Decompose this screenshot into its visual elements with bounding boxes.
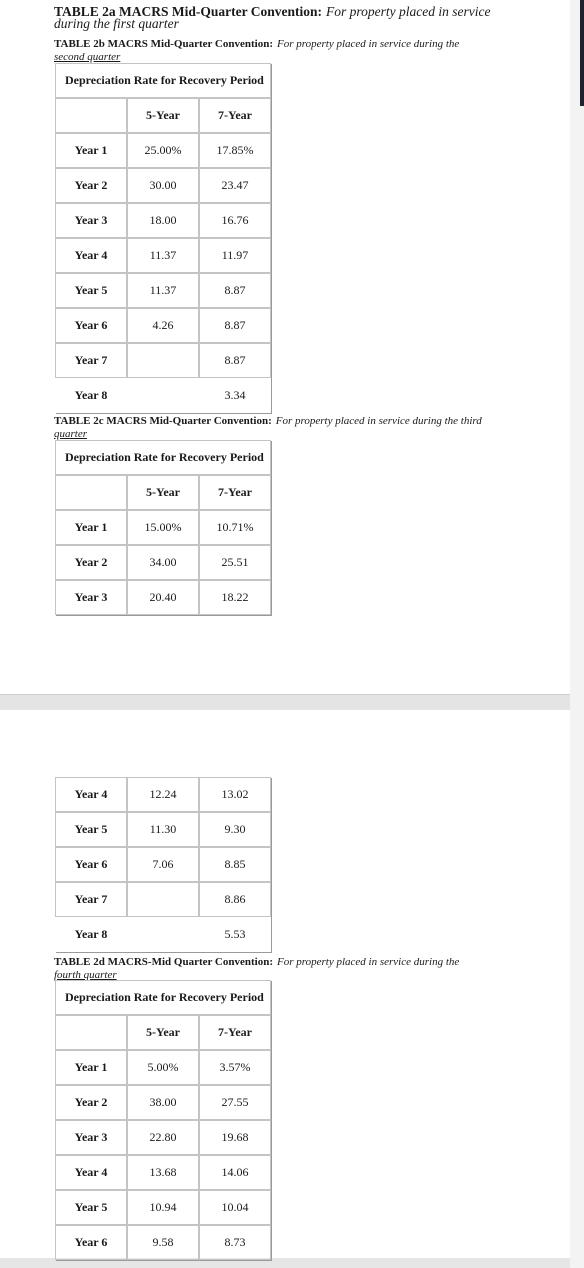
table-2d	[55, 980, 271, 1260]
rate-7-year: 8.87	[199, 343, 271, 378]
rate-7-year: 9.30	[199, 812, 271, 847]
header-empty-cell	[55, 1015, 127, 1050]
rate-7-year: 11.97	[199, 238, 271, 273]
rate-5-year: 10.94	[127, 1190, 199, 1225]
row-label: Year 7	[55, 343, 127, 378]
rate-7-year: 3.57%	[199, 1050, 271, 1085]
table-2b-title: TABLE 2b MACRS Mid-Quarter Convention:	[54, 38, 273, 50]
rate-7-year: 10.04	[199, 1190, 271, 1225]
rate-5-year	[127, 343, 199, 378]
table-2b-caption	[54, 37, 524, 63]
document-page-2	[0, 710, 570, 1258]
rate-5-year: 34.00	[127, 545, 199, 580]
row-label: Year 5	[55, 812, 127, 847]
rate-7-year: 10.71%	[199, 510, 271, 545]
rate-5-year: 18.00	[127, 203, 199, 238]
row-label: Year 8	[74, 388, 108, 402]
table-2d-caption	[54, 955, 524, 981]
row-label: Year 1	[55, 510, 127, 545]
table-2b-subtitle: For property placed in service during the	[277, 38, 460, 50]
table-row	[55, 343, 271, 378]
row-label: Year 3	[55, 203, 127, 238]
table-row	[55, 847, 271, 882]
rate-7-year: 8.73	[199, 1225, 271, 1260]
table-row	[55, 1085, 271, 1120]
table-row	[55, 238, 271, 273]
rate-7-year: 8.85	[199, 847, 271, 882]
header-7-year: 7-Year	[199, 98, 271, 133]
header-5-year: 5-Year	[127, 98, 199, 133]
row-label: Year 2	[55, 1085, 127, 1120]
table-2b	[55, 63, 271, 413]
rate-7-year: 5.53	[224, 927, 246, 941]
table-2a-title: TABLE 2a MACRS Mid-Quarter Convention:	[54, 4, 323, 19]
rate-7-year: 19.68	[199, 1120, 271, 1155]
rate-5-year: 5.00%	[127, 1050, 199, 1085]
table-row	[55, 378, 271, 413]
rate-5-year: 22.80	[127, 1120, 199, 1155]
table-2c-subtitle: For property placed in service during the third	[275, 415, 482, 427]
rate-7-year: 17.85%	[199, 133, 271, 168]
header-empty-cell	[55, 98, 127, 133]
row-label: Year 1	[55, 1050, 127, 1085]
row-label: Year 4	[55, 777, 127, 812]
table-row	[55, 812, 271, 847]
table-row	[55, 1225, 271, 1260]
rate-5-year: 7.06	[127, 847, 199, 882]
row-label: Year 3	[55, 1120, 127, 1155]
scrollbar-thumb[interactable]	[580, 0, 584, 106]
rate-5-year	[127, 378, 199, 413]
table-2c-part-2	[55, 777, 271, 952]
header-empty-cell	[55, 475, 127, 510]
table-2d-title: TABLE 2d MACRS-Mid Quarter Convention:	[54, 956, 273, 968]
scrollbar[interactable]	[570, 0, 584, 1268]
row-label: Year 5	[55, 1190, 127, 1225]
table-2d-header-title: Depreciation Rate for Recovery Period	[55, 980, 271, 1015]
rate-5-year: 11.37	[127, 238, 199, 273]
rate-7-year: 3.34	[224, 388, 246, 402]
rate-5-year: 11.37	[127, 273, 199, 308]
rate-7-year: 23.47	[199, 168, 271, 203]
rate-7-year: 8.87	[199, 273, 271, 308]
rate-5-year: 30.00	[127, 168, 199, 203]
table-row	[55, 917, 271, 952]
rate-5-year: 4.26	[127, 308, 199, 343]
rate-5-year: 13.68	[127, 1155, 199, 1190]
rate-7-year: 16.76	[199, 203, 271, 238]
table-row	[55, 203, 271, 238]
table-row	[55, 580, 271, 615]
table-2c-subtitle-cont: quarter	[54, 428, 87, 440]
rate-7-year: 18.22	[199, 580, 271, 615]
rate-7-year: 8.86	[199, 882, 271, 917]
rate-5-year: 11.30	[127, 812, 199, 847]
header-7-year: 7-Year	[199, 475, 271, 510]
rate-7-year: 27.55	[199, 1085, 271, 1120]
table-row	[55, 777, 271, 812]
table-2d-subtitle: For property placed in service during the	[277, 956, 460, 968]
row-label: Year 6	[55, 1225, 127, 1260]
table-2d-subtitle-cont: fourth quarter	[54, 969, 117, 981]
rate-7-year: 25.51	[199, 545, 271, 580]
table-2a-subtitle: For property placed in service	[326, 4, 491, 19]
table-row	[55, 133, 271, 168]
table-row	[55, 1190, 271, 1225]
table-2c-part-1	[55, 440, 271, 615]
table-row	[55, 168, 271, 203]
rate-5-year: 20.40	[127, 580, 199, 615]
table-row	[55, 882, 271, 917]
row-label: Year 4	[55, 1155, 127, 1190]
table-row	[55, 1155, 271, 1190]
row-label: Year 8	[74, 927, 108, 941]
table-2b-subtitle-cont: second quarter	[54, 51, 121, 63]
table-2c-title: TABLE 2c MACRS Mid-Quarter Convention:	[54, 415, 272, 427]
rate-7-year: 13.02	[199, 777, 271, 812]
row-label: Year 4	[55, 238, 127, 273]
rate-5-year: 12.24	[127, 777, 199, 812]
header-5-year: 5-Year	[127, 1015, 199, 1050]
rate-5-year: 9.58	[127, 1225, 199, 1260]
header-5-year: 5-Year	[127, 475, 199, 510]
table-2c-caption	[54, 414, 524, 440]
rate-5-year	[127, 882, 199, 917]
rate-7-year: 8.87	[199, 308, 271, 343]
table-row	[55, 308, 271, 343]
row-label: Year 6	[55, 847, 127, 882]
row-label: Year 6	[55, 308, 127, 343]
rate-5-year: 15.00%	[127, 510, 199, 545]
table-row	[55, 1120, 271, 1155]
table-2a-subtitle-cont: during the first quarter	[54, 16, 179, 31]
rate-5-year: 38.00	[127, 1085, 199, 1120]
row-label: Year 7	[55, 882, 127, 917]
rate-7-year: 14.06	[199, 1155, 271, 1190]
table-row	[55, 273, 271, 308]
table-row	[55, 545, 271, 580]
table-2c-header-title: Depreciation Rate for Recovery Period	[55, 440, 271, 475]
rate-5-year: 25.00%	[127, 133, 199, 168]
row-label: Year 3	[55, 580, 127, 615]
row-label: Year 2	[55, 545, 127, 580]
row-label: Year 5	[55, 273, 127, 308]
row-label: Year 2	[55, 168, 127, 203]
table-row	[55, 510, 271, 545]
header-7-year: 7-Year	[199, 1015, 271, 1050]
table-row	[55, 1050, 271, 1085]
table-2a-caption	[54, 6, 524, 30]
table-2b-header-title: Depreciation Rate for Recovery Period	[55, 63, 271, 98]
rate-5-year	[127, 917, 199, 952]
row-label: Year 1	[55, 133, 127, 168]
